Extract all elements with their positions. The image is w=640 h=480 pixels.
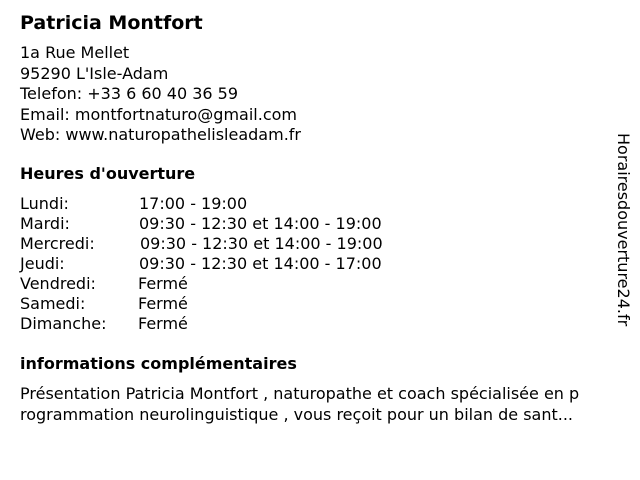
hours-value: 17:00 - 19:00 [139,194,248,213]
day-label: Vendredi: [20,274,96,293]
day-label: Mercredi: [20,234,95,253]
hours-value: Fermé [138,294,188,313]
vertical-site-brand [609,133,637,345]
phone-line: Telefon: +33 6 60 40 36 59 [20,84,239,103]
business-name: Patricia Montfort [20,12,203,34]
hours-value: 09:30 - 12:30 et 14:00 - 19:00 [140,234,383,253]
contact-block [20,43,301,146]
address-line-1: 1a Rue Mellet [20,43,130,62]
day-label: Samedi: [20,294,86,313]
hours-value: 09:30 - 12:30 et 14:00 - 19:00 [139,214,382,233]
additional-info-text: Présentation Patricia Montfort , naturopathe et coach spécialisée en p rogrammation neurolinguistique , vous reçoit pour un bilan de sant... [20,384,580,424]
brand-watermark-text: Horairesdouverture24.fr [614,133,633,327]
hours-value: 09:30 - 12:30 et 14:00 - 17:00 [139,254,382,273]
email-line: Email: montfortnaturo@gmail.com [20,104,297,124]
day-label: Mardi: [20,214,70,233]
hours-value: Fermé [138,274,188,293]
day-label: Lundi: [20,194,69,213]
day-label: Jeudi: [20,254,65,273]
website-line: Web: www.naturopathelisleadam.fr [20,125,301,144]
address-line-2: 95290 L'Isle-Adam [20,63,169,83]
additional-info-heading: informations complémentaires [20,354,297,373]
hours-value: Fermé [138,314,188,333]
day-label: Dimanche: [20,314,107,333]
opening-hours-heading: Heures d'ouverture [20,164,196,183]
